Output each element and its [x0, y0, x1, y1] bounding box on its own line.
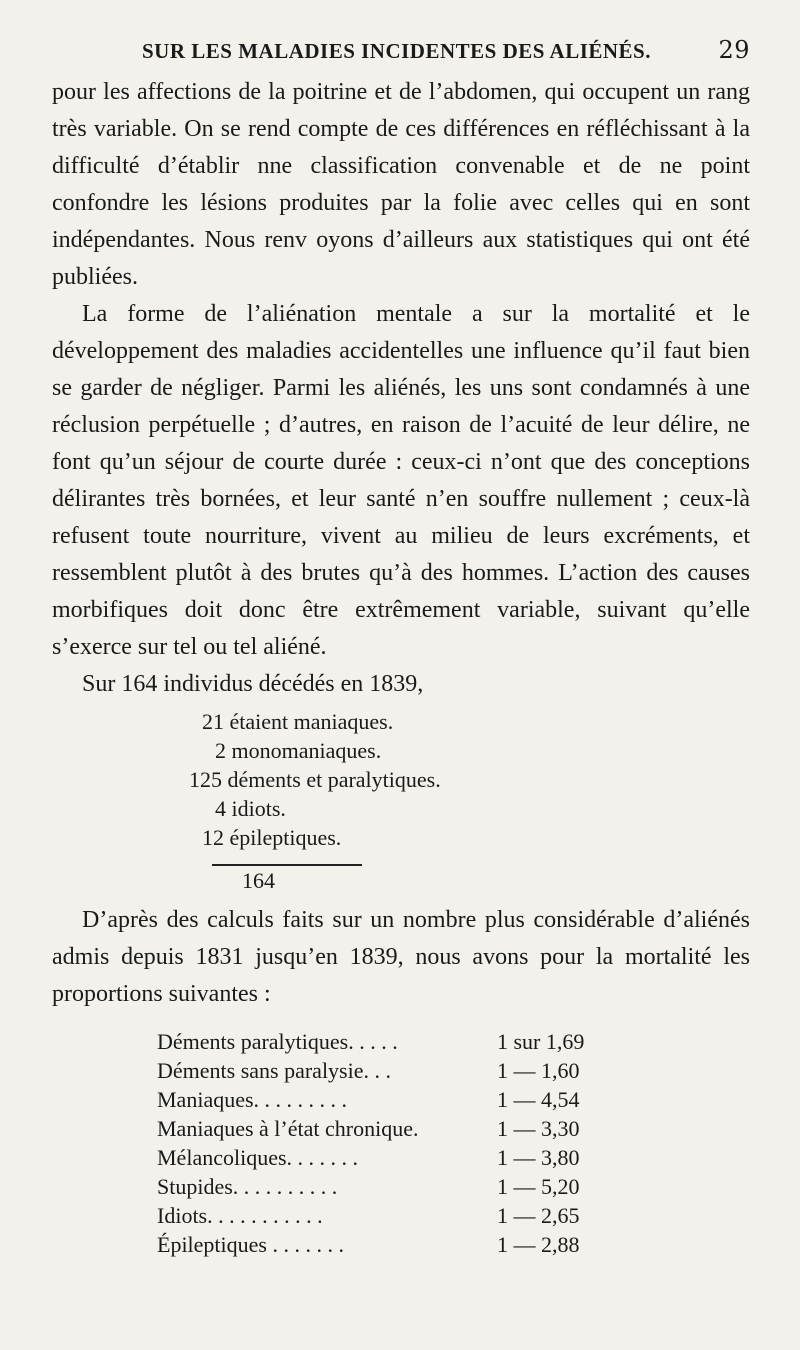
paragraph-2: La forme de l’aliénation mentale a sur la mortalité et le développement des maladies accidentelles une influence qu’il faut bien se garder de négliger. Parmi les aliénés, les uns sont condamnés à une réclusion perpétuelle ; d’autres, en raison de l’acuité de leur délire, ne font qu’un séjour de courte durée : ceux-ci n’ont que des conceptions délirantes très bornées, et leur santé n’en souffre nullement ; ceux-là refusent toute nourriture, vivent au milieu de leurs excréments, et ressemblent plutôt à des brutes qu’à des hommes. L’action des causes morbifiques doit donc être extrêmement variable, suivant qu’elle s’exerce sur tel ou tel aliéné.	[52, 301, 750, 660]
deaths-list-item: 2 monomaniaques.	[215, 738, 382, 763]
mortality-ratios-list	[157, 1027, 750, 1259]
deaths-total: 164	[242, 868, 275, 893]
ratio-row	[157, 1230, 750, 1259]
ratio-value: 1 — 3,30	[497, 1116, 580, 1141]
ratio-label: Maniaques. . . . . . . . .	[157, 1087, 348, 1112]
ratio-row	[157, 1027, 750, 1056]
ratio-value: 1 — 3,80	[497, 1145, 580, 1170]
ratio-label: Stupides. . . . . . . . . .	[157, 1174, 338, 1199]
deaths-list	[52, 707, 750, 852]
paragraph-3: Sur 164 individus décédés en 1839,	[82, 671, 424, 697]
ratio-value: 1 — 4,54	[497, 1087, 580, 1112]
ratio-value: 1 sur 1,69	[497, 1029, 585, 1054]
ratio-row	[157, 1114, 750, 1143]
ratio-label: Déments paralytiques. . . . .	[157, 1029, 398, 1054]
ratio-row	[157, 1143, 750, 1172]
ratio-label: Déments sans paralysie. . .	[157, 1058, 391, 1083]
deaths-list-item: 21 étaient maniaques.	[202, 709, 394, 734]
ratio-label: Maniaques à l’état chronique.	[157, 1116, 419, 1141]
deaths-list-item: 12 épileptiques.	[202, 825, 342, 850]
deaths-list-item: 125 déments et paralytiques.	[189, 767, 441, 792]
paragraph-1: pour les affections de la poitrine et de l’abdomen, qui occupent un rang très variable. On se rend compte de ces différences en réfléchissant à la difficulté d’établir nne classification convenable et de ne point confondre les lésions produites par la folie avec celles qui en sont indépendantes. Nous renv oyons d’ailleurs aux statistiques qui ont été publiées.	[52, 79, 750, 290]
ratio-value: 1 — 5,20	[497, 1174, 580, 1199]
ratio-value: 1 — 1,60	[497, 1058, 580, 1083]
ratio-value: 1 — 2,65	[497, 1203, 580, 1228]
ratio-label: Épileptiques . . . . . . .	[157, 1232, 344, 1257]
running-title: SUR LES MALADIES INCIDENTES DES ALIÉNÉS.	[142, 39, 651, 63]
ratio-row	[157, 1056, 750, 1085]
ratio-row	[157, 1172, 750, 1201]
page-number: 29	[718, 36, 750, 64]
ratio-row	[157, 1085, 750, 1114]
deaths-list-item: 4 idiots.	[215, 796, 286, 821]
ratio-value: 1 — 2,88	[497, 1232, 580, 1257]
ratio-row	[157, 1201, 750, 1230]
ratio-label: Mélancoliques. . . . . . .	[157, 1145, 359, 1170]
running-head	[52, 36, 750, 64]
paragraph-4: D’après des calculs faits sur un nombre plus considérable d’aliénés admis depuis 1831 jusqu’en 1839, nous avons pour la mortalité les proportions suivantes :	[52, 907, 750, 1007]
ratio-label: Idiots. . . . . . . . . . .	[157, 1203, 323, 1228]
